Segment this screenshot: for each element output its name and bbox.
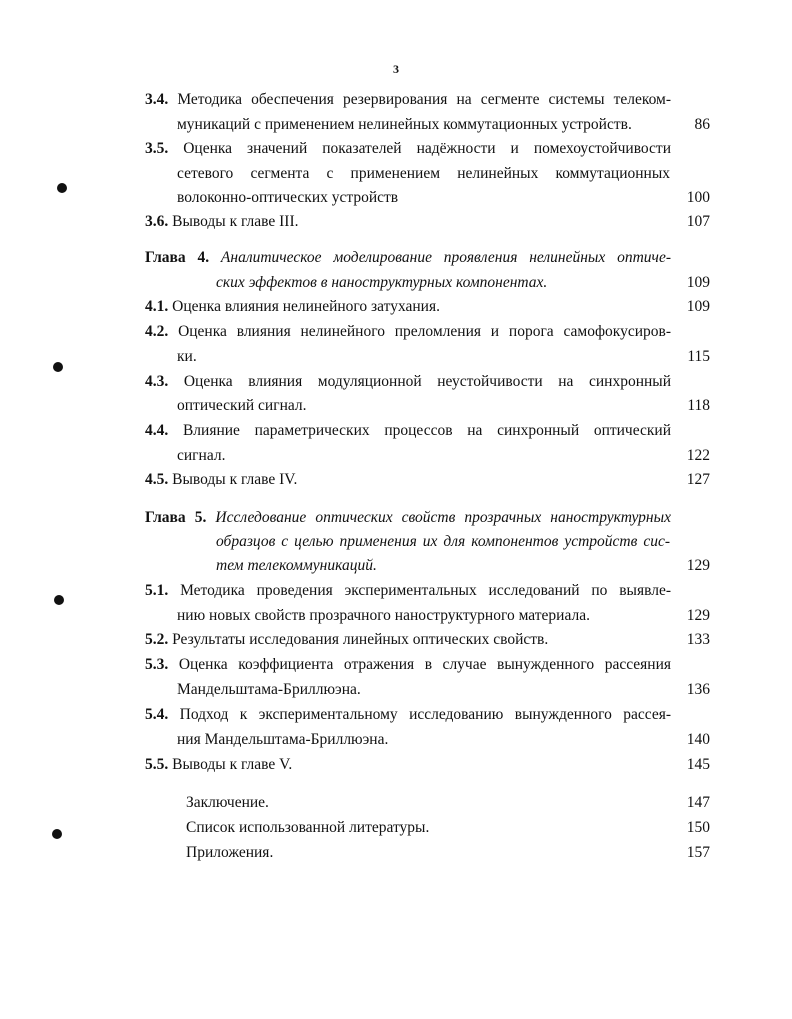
entry-title-line: Мандельштама-Бриллюэна. [177, 681, 361, 698]
entry-title-line: муникаций с применением нелинейных коммутационных устройств. [177, 116, 632, 133]
entry-number: 3.6. [145, 213, 169, 230]
entry-title-line: Оценка коэффициента отражения в случае вынужденного рассеяния [178, 656, 671, 673]
toc-entry-4-2[interactable] [145, 322, 671, 342]
entry-title-line: Подход к экспериментальному исследованию вынужденного рассея- [179, 706, 672, 723]
punch-hole [53, 362, 63, 372]
chapter-number: Глава 5. [145, 509, 207, 526]
toc-entry-5-3[interactable] [145, 655, 671, 675]
entry-number: 4.4. [145, 422, 169, 439]
entry-page: 140 [686, 731, 710, 748]
toc-entry-5-2[interactable] [145, 630, 548, 650]
toc-entry-4-3[interactable] [145, 372, 671, 392]
toc-entry-4-4[interactable] [145, 421, 671, 441]
entry-number: 5.3. [145, 656, 169, 673]
toc-entry-5-1[interactable] [145, 581, 671, 601]
entry-page: 133 [686, 631, 710, 648]
entry-title-line: Выводы к главе III. [172, 213, 299, 230]
chapter-title-line: ских эффектов в наноструктурных компонентах. [216, 274, 548, 291]
entry-title-line: Результаты исследования линейных оптических свойств. [172, 631, 549, 648]
punch-hole [57, 183, 67, 193]
toc-entry-references[interactable]: Список использованной литературы. [186, 819, 430, 836]
entry-page: 150 [686, 819, 710, 836]
toc-entry-5-5[interactable] [145, 755, 292, 775]
toc-entry-3-5[interactable] [145, 139, 671, 159]
entry-number: 4.3. [145, 373, 169, 390]
toc-entry-3-6[interactable] [145, 212, 299, 232]
entry-title-line: Выводы к главе IV. [172, 471, 298, 488]
entry-title-line: Оценка влияния нелинейного преломления и порога самофокусиров- [178, 323, 672, 340]
entry-title-line: волоконно-оптических устройств [177, 189, 399, 206]
entry-number: 5.4. [145, 706, 169, 723]
entry-page: 100 [686, 189, 710, 206]
entry-title-line: сетевого сегмента с применением нелинейных коммутационных [177, 165, 670, 182]
toc-entry-3-4[interactable] [145, 90, 671, 110]
toc-entry-conclusion[interactable]: Заключение. [186, 794, 269, 811]
entry-number: 4.2. [145, 323, 169, 340]
entry-page: 136 [686, 681, 710, 698]
toc-entry-appendices[interactable]: Приложения. [186, 844, 274, 861]
chapter-title-line: Исследование оптических свойств прозрачных наноструктурных [215, 509, 671, 526]
chapter-title-line: тем телекоммуникаций. [216, 557, 377, 574]
entry-title-line: оптический сигнал. [177, 397, 307, 414]
entry-title-line: Методика обеспечения резервирования на сегменте системы телеком- [177, 91, 672, 108]
entry-page: 127 [686, 471, 710, 488]
toc-entry-4-1[interactable] [145, 297, 440, 317]
entry-number: 3.5. [145, 140, 169, 157]
chapter-title-line: Аналитическое моделирование проявления нелинейных оптиче- [220, 249, 671, 266]
entry-page: 122 [686, 447, 710, 464]
toc-chapter-5[interactable] [145, 508, 671, 528]
entry-page: 115 [687, 348, 710, 365]
chapter-number: Глава 4. [145, 249, 210, 266]
entry-number: 5.1. [145, 582, 169, 599]
page-number: 3 [393, 62, 399, 76]
entry-title-line: нию новых свойств прозрачного наноструктурного материала. [177, 607, 590, 624]
entry-number: 5.5. [145, 756, 169, 773]
chapter-title-line: образцов с целью применения их для компонентов устройств сис- [216, 533, 670, 550]
entry-page: 109 [686, 274, 710, 291]
toc-entry-5-4[interactable] [145, 705, 671, 725]
entry-page: 86 [694, 116, 710, 133]
toc-chapter-4[interactable] [145, 248, 671, 268]
punch-hole [54, 595, 64, 605]
entry-title-line: Оценка влияния нелинейного затухания. [172, 298, 440, 315]
entry-page: 107 [686, 213, 710, 230]
entry-page: 157 [686, 844, 710, 861]
entry-title-line: ки. [177, 348, 197, 365]
entry-page: 147 [686, 794, 710, 811]
entry-number: 5.2. [145, 631, 169, 648]
entry-number: 3.4. [145, 91, 169, 108]
entry-page: 129 [686, 607, 710, 624]
entry-title-line: Оценка значений показателей надёжности и помехоустойчивости [183, 140, 672, 157]
entry-number: 4.5. [145, 471, 169, 488]
punch-hole [52, 829, 62, 839]
entry-title-line: ния Мандельштама-Бриллюэна. [177, 731, 389, 748]
toc-entry-4-5[interactable] [145, 470, 297, 490]
entry-title-line: Методика проведения экспериментальных исследований по выявле- [180, 582, 671, 599]
entry-number: 4.1. [145, 298, 169, 315]
entry-title-line: сигнал. [177, 447, 226, 464]
entry-page: 129 [686, 557, 710, 574]
entry-page: 109 [686, 298, 710, 315]
entry-page: 145 [686, 756, 710, 773]
entry-title-line: Выводы к главе V. [172, 756, 293, 773]
entry-title-line: Оценка влияния модуляционной неустойчивости на синхронный [183, 373, 672, 390]
entry-page: 118 [687, 397, 710, 414]
entry-title-line: Влияние параметрических процессов на синхронный оптический [182, 422, 671, 439]
